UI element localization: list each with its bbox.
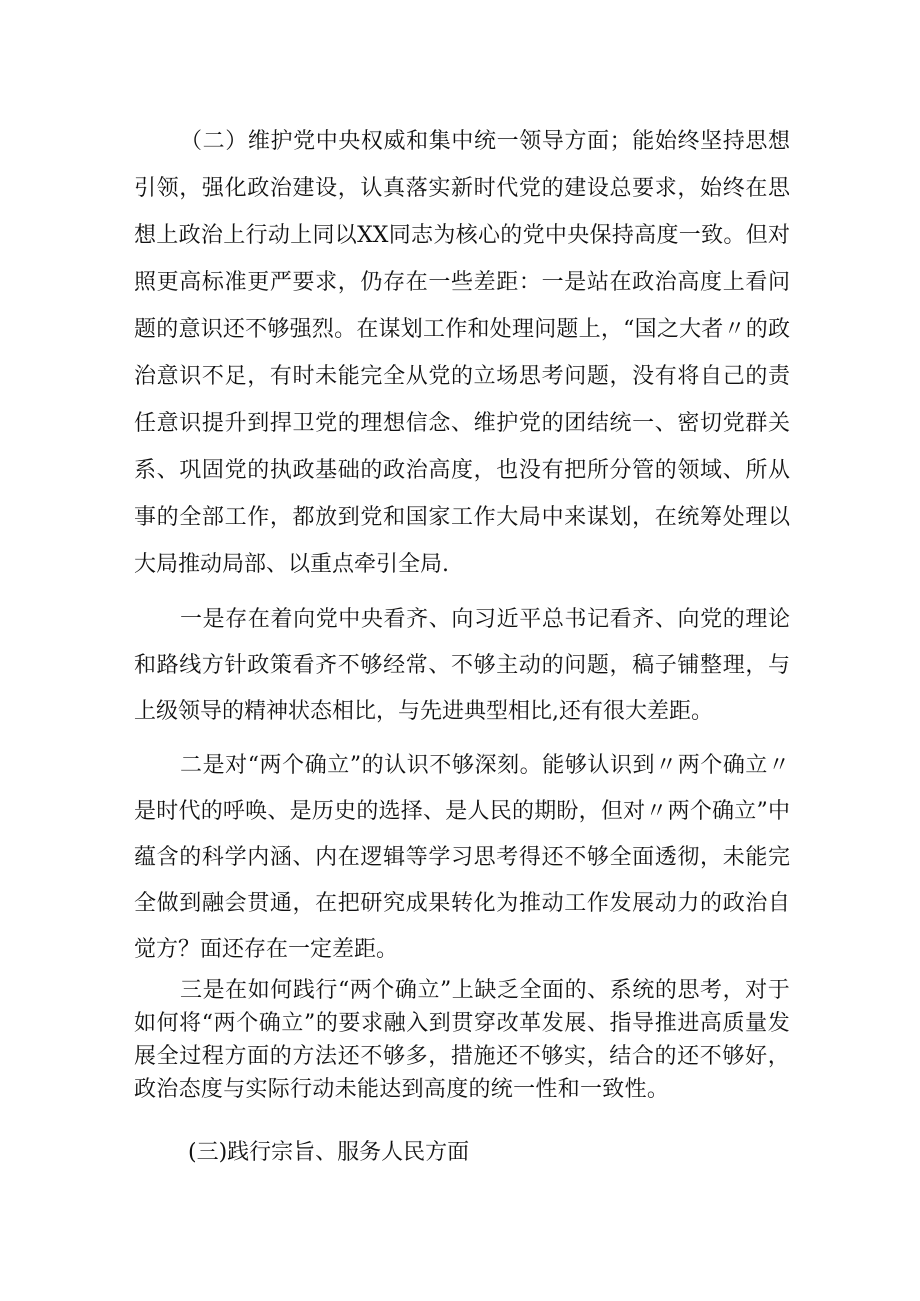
paragraph-party-authority: （二）维护党中央权威和集中统一领导方面；能始终坚持思想引领，强化政治建设，认真落实新时代党的建设总要求，始终在思想上政治上行动上同以XX同志为核心的党中央保持高度一致。但对照更高标准更严要求，仍存在一些差距：一是站在政治高度上看问题的意识还不够强烈。在谋划工作和处理问题上，“国之大者〃的政治意识不足，有时未能完全从党的立场思考问题，没有将自己的责任意识提升到捍卫党的理想信念、维护党的团结统一、密切党群关系、巩固党的执政基础的政治高度，也没有把所分管的领域、所从事的全部工作，都放到党和国家工作大局中来谋划，在统筹处理以大局推动局部、以重点牵引全局. [134,129,790,577]
section-heading-three: (三)践行宗旨、服务人民方面 [188,1140,470,1165]
paragraph-point-three: 三是在如何践行“两个确立”上缺乏全面的、系统的思考，对于如何将“两个确立”的要求融入到贯穿改革发展、指导推进高质量发展全过程方面的方法还不够多，措施还不够实，结合的还不够好，政治态度与实际行动未能达到高度的统一性和一致性。 [134,978,790,1102]
paragraph-point-one: 一是存在着向党中央看齐、向习近平总书记看齐、向党的理论和路线方针政策看齐不够经常、不够主动的问题，稿子铺整理，与上级领导的精神状态相比，与先进典型相比,还有很大差距。 [134,607,790,724]
paragraph-point-two: 二是对“两个确立”的认识不够深刻。能够认识到〃两个确立〃是时代的呼唤、是历史的选择、是人民的期盼，但对〃两个确立”中蕴含的科学内涵、内在逻辑等学习思考得还不够全面透彻，未能完全做到融会贯通，在把研究成果转化为推动工作发展动力的政治自觉方？面还存在一定差距。 [134,753,790,962]
